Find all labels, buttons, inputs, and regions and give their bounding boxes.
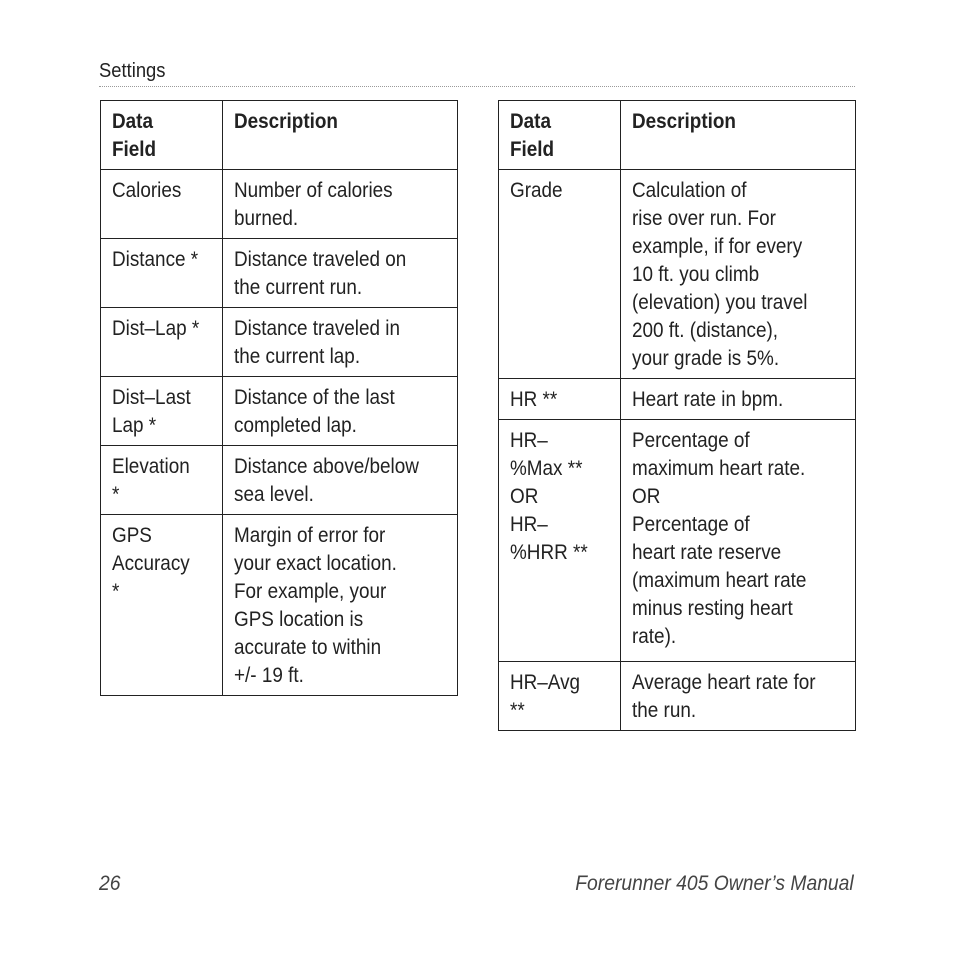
table-row [101,308,458,377]
column-header-description: Description [223,101,458,170]
description-cell: Distance traveled on the current run. [223,239,458,308]
description-cell: Calculation of rise over run. For example, if for every 10 ft. you climb (elevation) you travel 200 ft. (distance), your grade is 5%. [621,170,856,379]
field-cell: Distance * [101,239,223,308]
table-row [499,170,856,379]
column-header-field: Data Field [499,101,621,170]
field-cell: Dist–Last Lap * [101,377,223,446]
field-cell: GPS Accuracy * [101,515,223,696]
table-header-row [499,101,856,170]
table-row [101,170,458,239]
description-cell: Heart rate in bpm. [621,379,856,420]
data-field-table-left [100,100,458,696]
field-cell: HR–Avg ** [499,662,621,731]
field-cell: Dist–Lap * [101,308,223,377]
table-row [499,379,856,420]
field-cell: HR ** [499,379,621,420]
data-field-table-right [498,100,856,731]
description-cell: Average heart rate for the run. [621,662,856,731]
description-cell: Percentage of maximum heart rate. OR Percentage of heart rate reserve (maximum heart rate minus resting heart rate). [621,420,856,662]
field-cell: Grade [499,170,621,379]
field-cell: Elevation * [101,446,223,515]
field-cell: Calories [101,170,223,239]
field-cell: HR– %Max ** OR HR– %HRR ** [499,420,621,662]
column-header-field: Data Field [101,101,223,170]
description-cell: Margin of error for your exact location. For example, your GPS location is accurate to within +/- 19 ft. [223,515,458,696]
table-row [101,239,458,308]
table-row [101,377,458,446]
description-cell: Distance of the last completed lap. [223,377,458,446]
section-header: Settings [99,60,166,82]
table-row [499,662,856,731]
table-header-row [101,101,458,170]
table-row [499,420,856,662]
table-row [101,446,458,515]
page-number: 26 [99,872,121,895]
description-cell: Distance above/below sea level. [223,446,458,515]
table-row [101,515,458,696]
column-header-description: Description [621,101,856,170]
description-cell: Number of calories burned. [223,170,458,239]
manual-title: Forerunner 405 Owner’s Manual [575,872,854,895]
header-divider [99,86,855,87]
description-cell: Distance traveled in the current lap. [223,308,458,377]
